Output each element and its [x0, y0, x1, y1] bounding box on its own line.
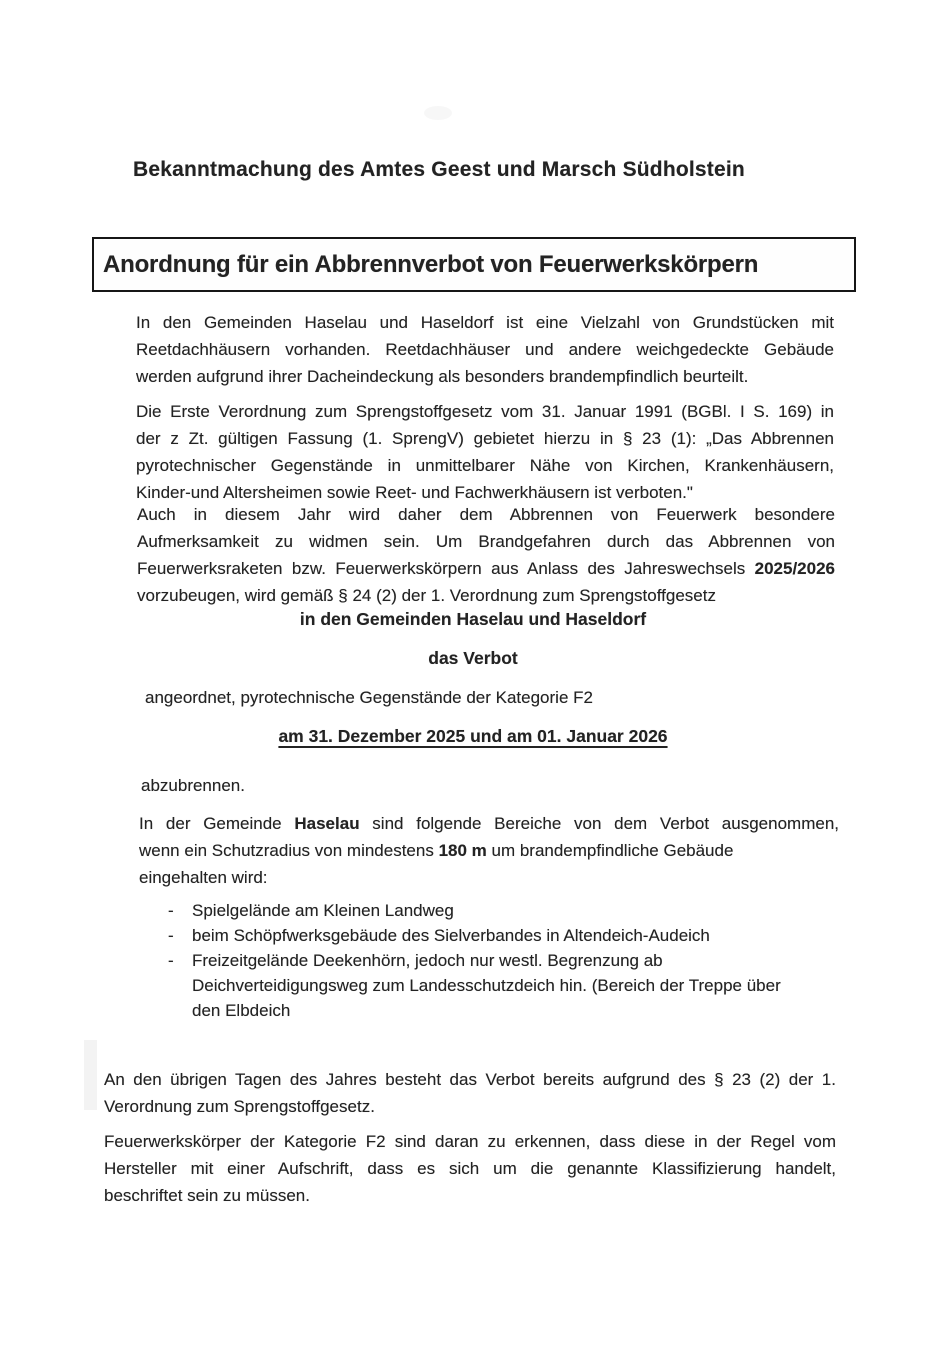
text-line: eingehalten wird:: [139, 868, 268, 887]
text-line: Auch in diesem Jahr wird daher dem Abbrennen von Feuerwerk besondere: [137, 505, 835, 524]
text-line: werden aufgrund ihrer Dacheindeckung als besonders brandempfindlich beurteilt.: [136, 367, 749, 386]
paragraph-kennzeichnung: [104, 1128, 836, 1209]
text-segment: wenn ein Schutzradius von mindestens: [139, 841, 439, 860]
exceptions-list: [168, 898, 833, 1023]
order-heading: Anordnung für ein Abbrennverbot von Feuerwerkskörpern: [103, 251, 759, 278]
paragraph-jahreswechsel: [137, 501, 835, 609]
list-item-continuation: [168, 998, 833, 1023]
paragraph-exceptions-intro: [139, 810, 839, 891]
paragraph-grundstuecke: [136, 309, 834, 390]
text-line: Reetdachhäusern vorhanden. Reetdachhäuser und andere weichgedeckte Gebäude: [136, 340, 834, 359]
order-heading-box: [92, 237, 856, 292]
list-item: [168, 898, 833, 923]
text-line: Feuerwerkskörper der Kategorie F2 sind daran zu erkennen, dass diese in der Regel vom: [104, 1132, 836, 1151]
order-line-abzubrennen: abzubrennen.: [141, 776, 245, 795]
bullet-text: Spielgelände am Kleinen Landweg: [192, 901, 454, 920]
text-line: pyrotechnischer Gegenstände in unmittelbarer Nähe von Kirchen, Krankenhäusern,: [136, 456, 834, 475]
list-item: [168, 923, 833, 948]
text-segment: In der Gemeinde: [139, 814, 295, 833]
text-line: vorzubeugen, wird gemäß § 24 (2) der 1. Verordnung zum Sprengstoffgesetz: [137, 586, 716, 605]
text-line: In den Gemeinden Haselau und Haseldorf ist eine Vielzahl von Grundstücken mit: [136, 313, 834, 332]
text-line: An den übrigen Tagen des Jahres besteht das Verbot bereits aufgrund des § 23 (2) der 1.: [104, 1070, 836, 1089]
paragraph-uebrige-tage: [104, 1066, 836, 1120]
bullet-text: Freizeitgelände Deekenhörn, jedoch nur westl. Begrenzung ab: [192, 951, 663, 970]
bullet-dash-empty: [168, 998, 192, 1023]
text-line: Die Erste Verordnung zum Sprengstoffgesetz vom 31. Januar 1991 (BGBl. I S. 169) in: [136, 402, 834, 421]
bold-year-range: 2025/2026: [754, 559, 835, 578]
bullet-dash: -: [168, 926, 174, 945]
bullet-dash-empty: [168, 973, 192, 998]
bold-gemeinde-haselau: Haselau: [294, 814, 360, 833]
text-line: Hersteller mit einer Aufschrift, dass es sich um die genannte Klassifizierung handelt,: [104, 1159, 836, 1178]
bullet-text: beim Schöpfwerksgebäude des Sielverbandes in Altendeich-Audeich: [192, 926, 710, 945]
text-line: [137, 555, 835, 582]
text-segment: Feuerwerksraketen bzw. Feuerwerkskörpern aus Anlass des Jahreswechsels: [137, 559, 755, 578]
text-line: [139, 810, 839, 837]
text-line: Kinder-und Altersheimen sowie Reet- und Fachwerkhäusern ist verboten.": [136, 483, 693, 502]
bold-radius: 180 m: [438, 841, 487, 860]
bullet-text: den Elbdeich: [192, 1001, 291, 1020]
order-line-date: [128, 723, 818, 750]
bullet-text: Deichverteidigungsweg zum Landesschutzdeich hin. (Bereich der Treppe über: [192, 976, 781, 995]
document-title: Bekanntmachung des Amtes Geest und Marsch Südholstein: [133, 158, 745, 181]
list-item: [168, 948, 833, 973]
bullet-dash: -: [168, 951, 174, 970]
text-segment: sind folgende Bereiche von dem Verbot ausgenommen,: [359, 814, 839, 833]
list-item-continuation: [168, 973, 833, 998]
scan-smudge: [424, 106, 452, 120]
text-line: der z Zt. gültigen Fassung (1. SprengV) gebietet hierzu in § 23 (1): „Das Abbrennen: [136, 429, 834, 448]
text-line: beschriftet sein zu müssen.: [104, 1186, 310, 1205]
bullet-dash: -: [168, 901, 174, 920]
scan-edge-shadow: [84, 1040, 97, 1110]
order-line-angeordnet: angeordnet, pyrotechnische Gegenstände der Kategorie F2: [145, 688, 593, 707]
text-segment: um brandempfindliche Gebäude: [486, 841, 734, 860]
order-line-verbot: das Verbot: [428, 648, 518, 668]
date-underlined-text: am 31. Dezember 2025 und am 01. Januar 2026: [278, 726, 668, 746]
text-line: [139, 837, 839, 864]
order-line-gemeinden: in den Gemeinden Haselau und Haseldorf: [299, 609, 647, 629]
text-line: Aufmerksamkeit zu widmen sein. Um Brandgefahren durch das Abbrennen von: [137, 532, 835, 551]
text-line: Verordnung zum Sprengstoffgesetz.: [104, 1097, 375, 1116]
paragraph-verordnung: [136, 398, 834, 506]
